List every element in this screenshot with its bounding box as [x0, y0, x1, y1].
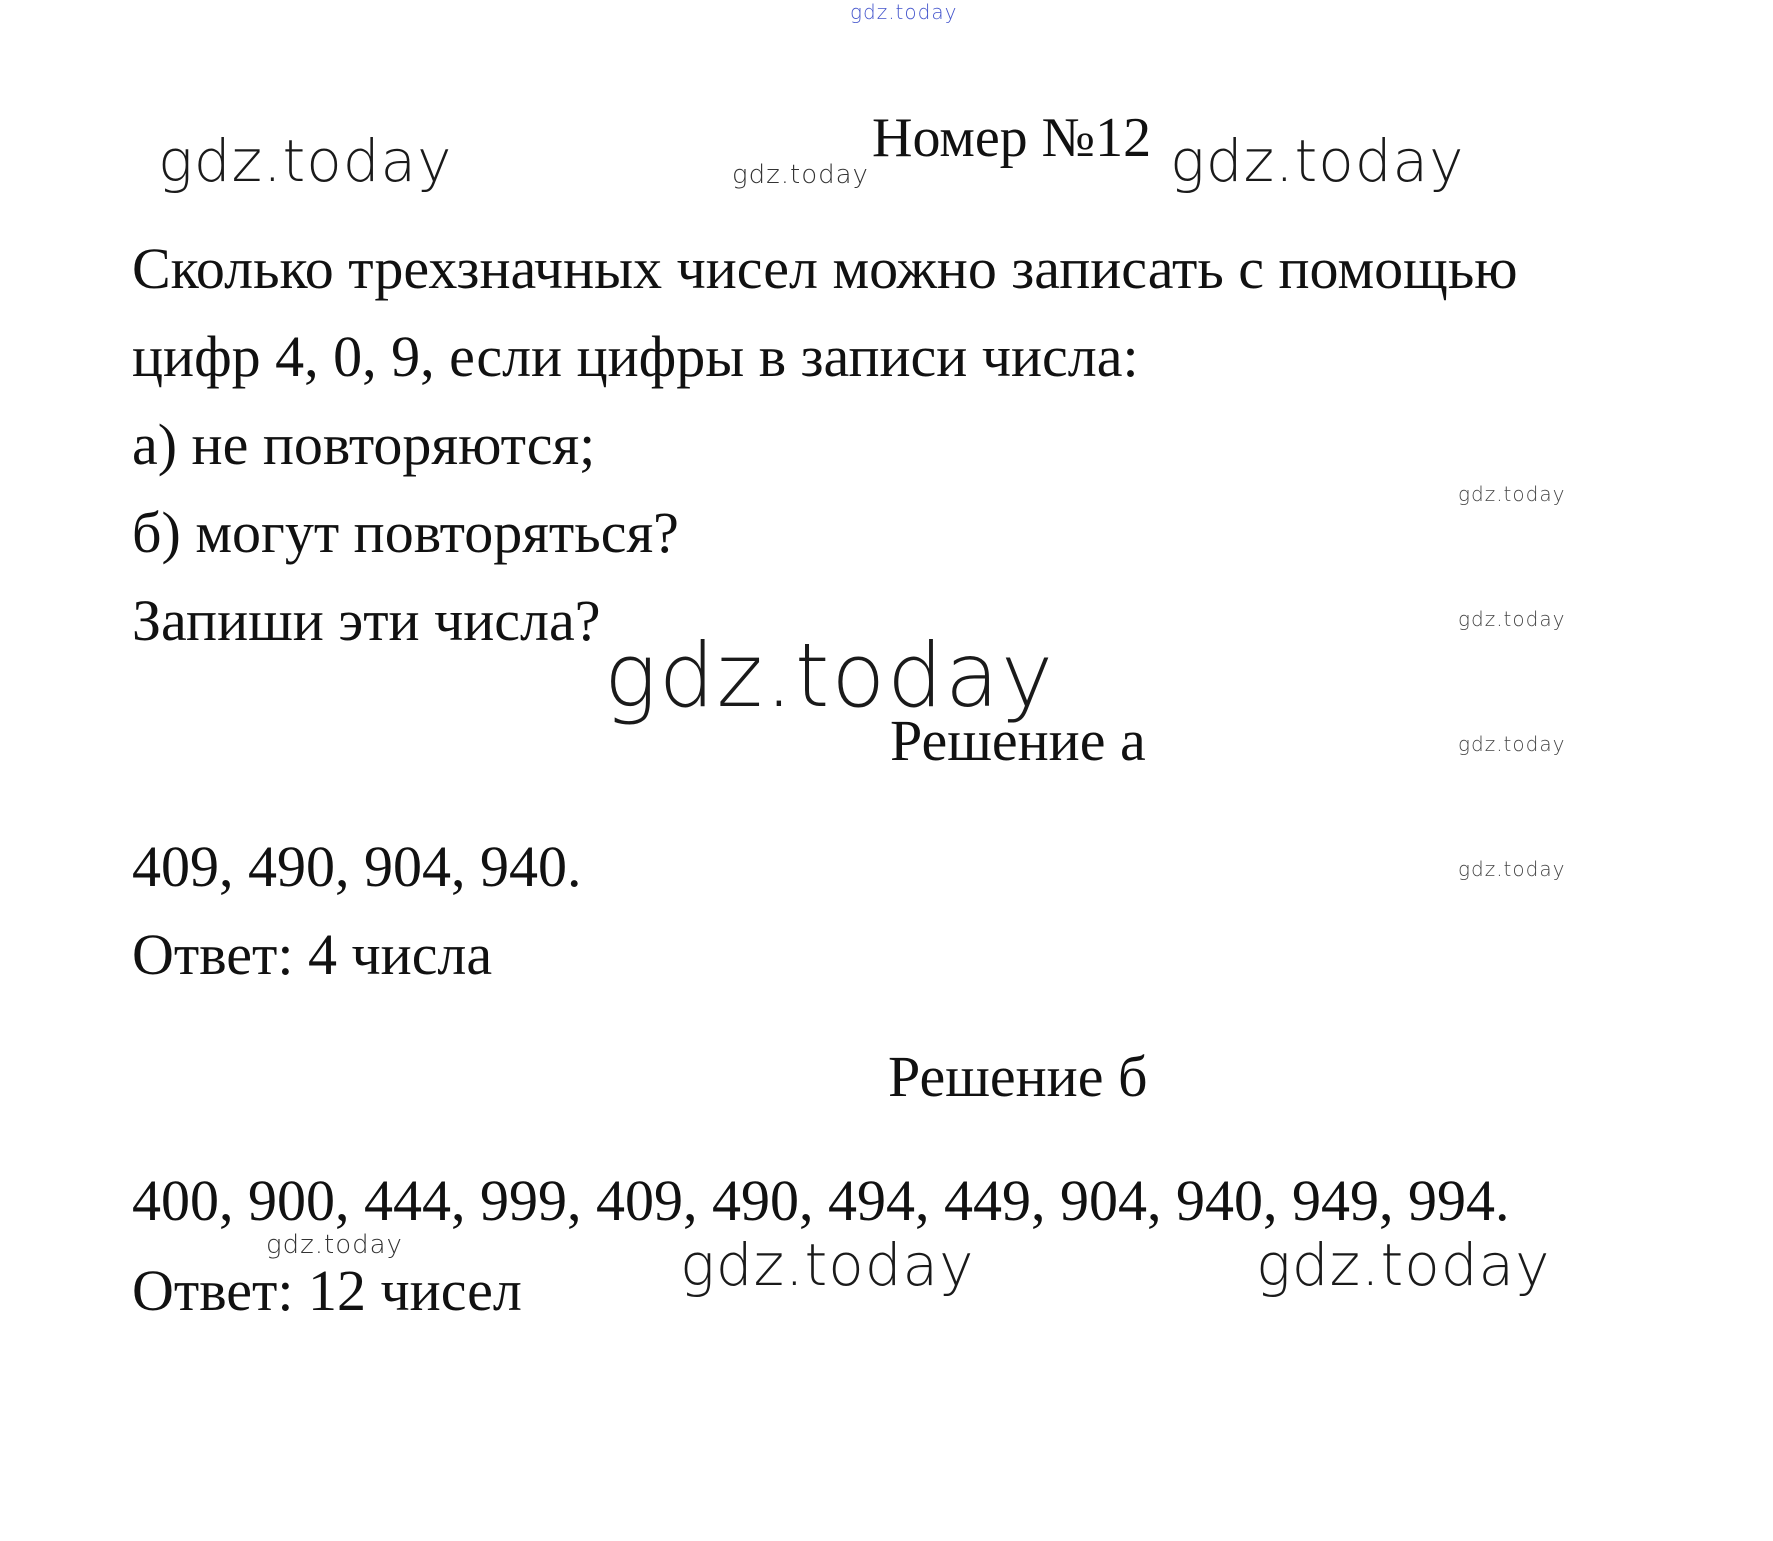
watermark-header-small: gdz.today: [732, 160, 869, 190]
watermark-side-3: gdz.today: [1458, 732, 1566, 756]
solution-a-heading: Решение а: [890, 708, 1146, 773]
watermark-bottom-right: gdz.today: [1256, 1231, 1551, 1299]
page-title: Номер №12: [872, 107, 1152, 169]
task-line-2: цифр 4, 0, 9, если цифры в записи числа:: [132, 324, 1139, 389]
watermark-side-1: gdz.today: [1458, 482, 1566, 506]
task-line-3: а) не повторяются;: [132, 412, 596, 477]
watermark-header-left: gdz.today: [158, 127, 453, 195]
watermark-bottom-small: gdz.today: [266, 1230, 403, 1260]
task-line-4: б) могут повторяться?: [132, 500, 679, 565]
watermark-side-4: gdz.today: [1458, 857, 1566, 881]
solution-b-heading: Решение б: [888, 1044, 1148, 1109]
task-line-1: Сколько трехзначных чисел можно записать с помощью: [132, 236, 1518, 301]
solution-a-numbers: 409, 490, 904, 940.: [132, 834, 582, 899]
watermark-top: gdz.today: [850, 0, 958, 24]
task-line-5: Запиши эти числа?: [132, 588, 601, 653]
solution-b-answer: Ответ: 12 чисел: [132, 1258, 522, 1323]
watermark-center-large: gdz.today: [604, 624, 1056, 727]
watermark-header-right: gdz.today: [1170, 127, 1465, 195]
watermark-bottom-center: gdz.today: [680, 1231, 975, 1299]
solution-a-answer: Ответ: 4 числа: [132, 922, 493, 987]
solution-b-numbers: 400, 900, 444, 999, 409, 490, 494, 449, 904, 940, 949, 994.: [132, 1168, 1510, 1233]
watermark-side-2: gdz.today: [1458, 607, 1566, 631]
